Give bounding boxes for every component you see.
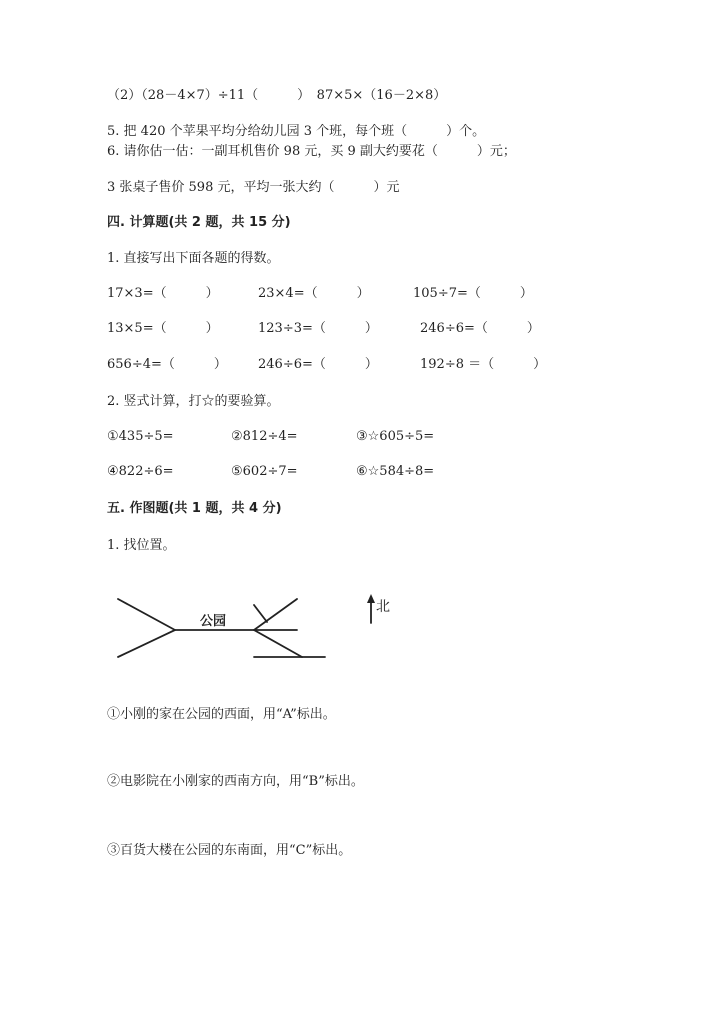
calc-item: 13×5=（ ） (107, 321, 219, 336)
map-park-label: 公园 (200, 614, 227, 629)
map-east-upper-road-1 (254, 605, 267, 622)
vertical-item: ⑥☆584÷8= (356, 464, 435, 479)
vertical-item: ③☆605÷5= (356, 429, 435, 444)
calc-item: 23×4=（ ） (258, 286, 370, 301)
vertical-item: ①435÷5= (107, 429, 174, 444)
q6-line-a: 6. 请你估一估：一副耳机售价 98 元，买 9 副大约要花（ ）元； (107, 144, 516, 159)
s4-q2-prompt: 2. 竖式计算，打☆的要验算。 (107, 394, 280, 409)
calc-item: 246÷6=（ ） (258, 357, 378, 372)
s5-q1-prompt: 1. 找位置。 (107, 538, 176, 553)
map-west-upper-road (118, 599, 175, 630)
s5-item-3: ③百货大楼在公园的东南面，用“C”标出。 (107, 843, 352, 858)
s5-item-2: ②电影院在小刚家的西南方向，用“B”标出。 (107, 774, 364, 789)
vertical-item: ②812÷4= (231, 429, 298, 444)
q6-line-b: 3 张桌子售价 598 元，平均一张大约（ ）元 (107, 180, 400, 195)
q2-line: （2）（28－4×7）÷11（ ） 87×5×（16－2×8） (107, 88, 447, 103)
q5-line: 5. 把 420 个苹果平均分给幼儿园 3 个班，每个班（ ）个。 (107, 124, 486, 139)
calc-item: 123÷3=（ ） (258, 321, 378, 336)
map-east-upper-road-2 (254, 599, 297, 630)
calc-item: 246÷6=（ ） (420, 321, 540, 336)
s5-item-1: ①小刚的家在公园的西面，用“A”标出。 (107, 707, 336, 722)
calc-item: 105÷7=（ ） (413, 286, 533, 301)
vertical-item: ⑤602÷7= (231, 464, 298, 479)
map-north-label: 北 (376, 599, 390, 615)
map-east-lower-road (254, 630, 302, 657)
calc-item: 17×3=（ ） (107, 286, 219, 301)
s4-q1-prompt: 1. 直接写出下面各题的得数。 (107, 251, 280, 266)
calc-item: 192÷8 ＝（ ） (420, 357, 547, 372)
calc-item: 656÷4=（ ） (107, 357, 227, 372)
map-west-lower-road (118, 630, 175, 657)
section-4-heading: 四. 计算题(共 2 题，共 15 分) (107, 215, 291, 230)
section-5-heading: 五. 作图题(共 1 题，共 4 分) (107, 501, 282, 516)
vertical-item: ④822÷6= (107, 464, 174, 479)
north-arrow-head (367, 594, 375, 603)
